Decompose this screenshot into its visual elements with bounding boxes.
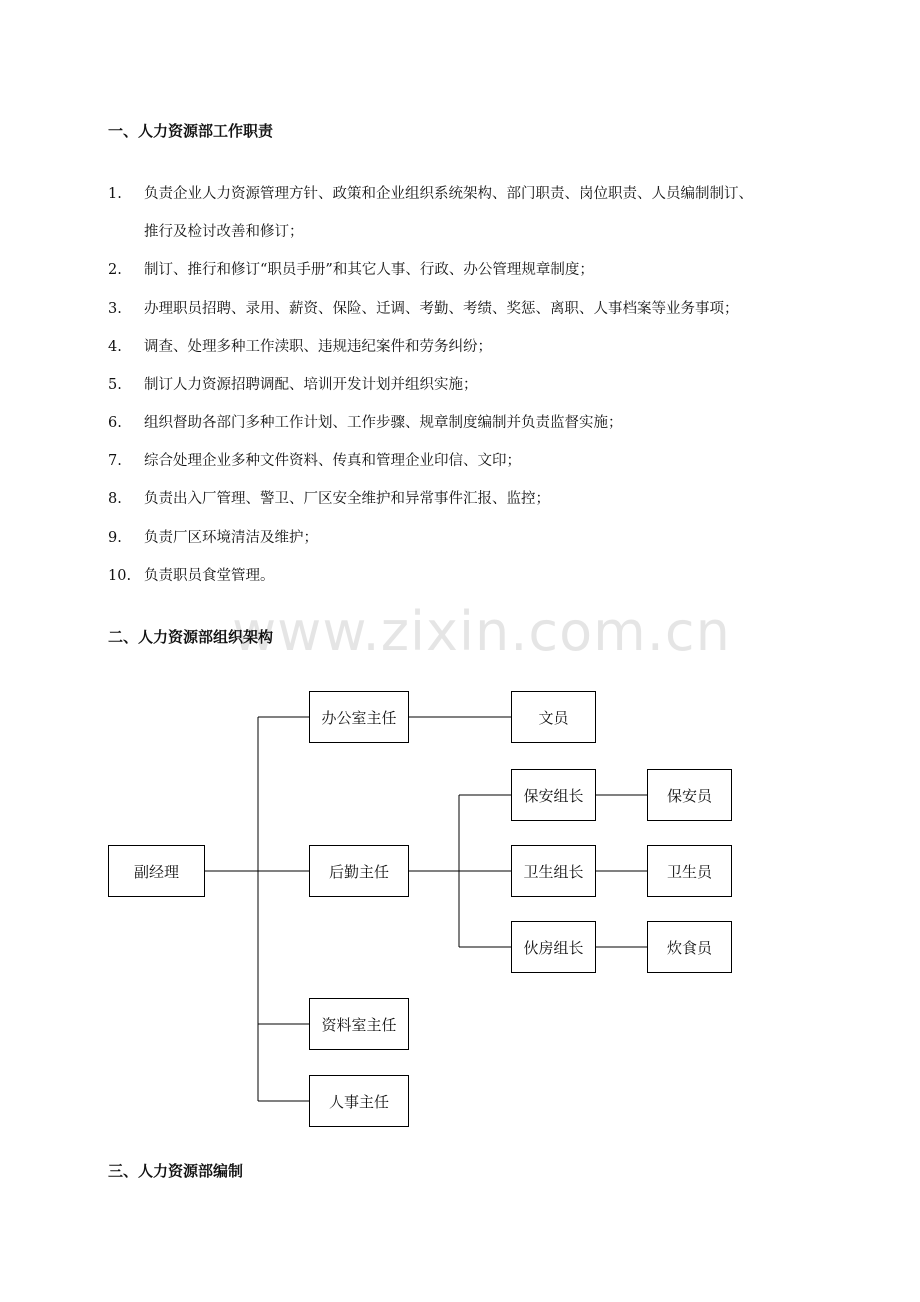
duty-text: 综合处理企业多种文件资料、传真和管理企业印信、文印； xyxy=(144,453,521,469)
org-node-clerk: 文员 xyxy=(511,691,596,743)
watermark: www.zixin.com.cn xyxy=(232,600,731,663)
duty-number: 6. xyxy=(108,415,122,431)
org-node-office-director: 办公室主任 xyxy=(309,691,409,743)
section-1-title: 一、人力资源部工作职责 xyxy=(108,122,274,140)
duty-number: 10. xyxy=(108,568,132,584)
duty-number: 8. xyxy=(108,491,122,507)
duty-text: 制订人力资源招聘调配、培训开发计划并组织实施； xyxy=(144,377,478,393)
duty-text: 负责企业人力资源管理方针、政策和企业组织系统架构、部门职责、岗位职责、人员编制制订、 xyxy=(144,186,753,202)
duty-number: 1. xyxy=(108,186,122,202)
org-node-deputy-manager: 副经理 xyxy=(108,845,205,897)
duty-number: 2. xyxy=(108,262,122,278)
duty-item-1-continuation: 推行及检讨改善和修订； xyxy=(144,224,304,240)
org-node-security-guard: 保安员 xyxy=(647,769,732,821)
duty-text: 负责职员食堂管理。 xyxy=(144,568,275,584)
duty-text: 负责厂区环境清洁及维护； xyxy=(144,530,318,546)
org-node-security-leader: 保安组长 xyxy=(511,769,596,821)
org-node-kitchen-leader: 伙房组长 xyxy=(511,921,596,973)
section-2-title: 二、人力资源部组织架构 xyxy=(108,628,274,646)
duty-text: 组织督助各部门多种工作计划、工作步骤、规章制度编制并负责监督实施； xyxy=(144,415,623,431)
duty-number: 3. xyxy=(108,301,122,317)
org-node-sanitation-leader: 卫生组长 xyxy=(511,845,596,897)
duty-text: 负责出入厂管理、警卫、厂区安全维护和异常事件汇报、监控； xyxy=(144,491,550,507)
org-node-personnel-director: 人事主任 xyxy=(309,1075,409,1127)
org-node-logistics-director: 后勤主任 xyxy=(309,845,409,897)
duty-text: 制订、推行和修订“职员手册”和其它人事、行政、办公管理规章制度； xyxy=(144,262,594,278)
duty-number: 7. xyxy=(108,453,122,469)
org-node-archives-director: 资料室主任 xyxy=(309,998,409,1050)
org-node-cook: 炊食员 xyxy=(647,921,732,973)
section-3-title: 三、人力资源部编制 xyxy=(108,1162,244,1180)
duty-text: 办理职员招聘、录用、薪资、保险、迁调、考勤、考绩、奖惩、离职、人事档案等业务事项； xyxy=(144,301,739,317)
duty-number: 4. xyxy=(108,339,122,355)
duty-number: 9. xyxy=(108,530,122,546)
duty-text: 调查、处理多种工作渎职、违规违纪案件和劳务纠纷； xyxy=(144,339,492,355)
org-node-sanitation-worker: 卫生员 xyxy=(647,845,732,897)
duty-number: 5. xyxy=(108,377,122,393)
